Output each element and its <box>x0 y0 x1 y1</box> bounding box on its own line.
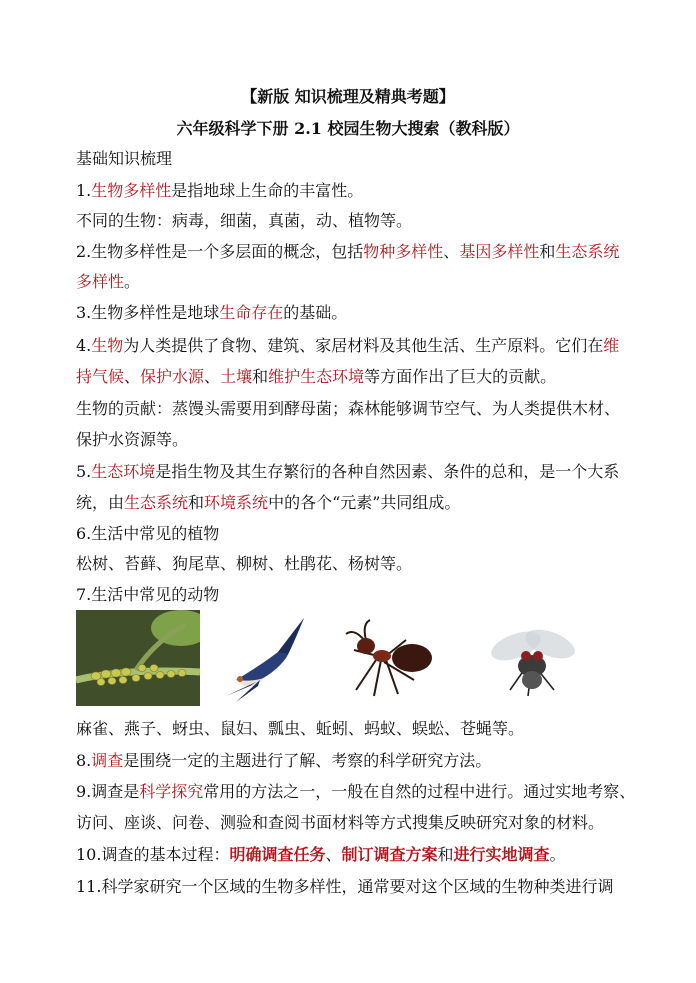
para-2-cont <box>76 269 636 292</box>
highlight: 科学探究 <box>139 782 204 801</box>
text: 10.调查的基本过程： <box>76 845 230 864</box>
highlight: 土壤 <box>220 367 253 386</box>
para-7: 7.生活中常见的动物 <box>76 585 220 604</box>
doc-title: 【新版 知识梳理及精典考题】 <box>241 87 455 106</box>
para-1b: 不同的生物：病毒，细菌，真菌，动、植物等。 <box>76 211 413 230</box>
para-9 <box>76 779 636 802</box>
text: 、 <box>325 845 342 864</box>
text: 统，由 <box>76 493 125 512</box>
text: 常用的方法之一，一般在自然的过程中进行。通过实地考察、 <box>203 782 636 801</box>
para-2 <box>76 239 636 262</box>
highlight: 维护生态环境 <box>268 367 365 386</box>
para-3 <box>76 300 636 323</box>
highlight: 生态系统 <box>124 493 189 512</box>
text: 中的各个“元素”共同组成。 <box>268 493 461 512</box>
text: 等方面作出了巨大的贡献。 <box>364 367 557 386</box>
highlight: 保护水源 <box>140 367 205 386</box>
para-4b-cont: 保护水资源等。 <box>76 430 189 449</box>
text: 和 <box>437 845 454 864</box>
highlight: 持气候 <box>76 367 125 386</box>
para-5 <box>76 459 636 482</box>
highlight: 进行实地调查 <box>453 845 550 864</box>
para-4 <box>76 333 636 356</box>
highlight: 基因多样性 <box>459 242 540 261</box>
para-10 <box>76 842 636 865</box>
text: 和 <box>188 493 205 512</box>
text: 4. <box>76 336 92 355</box>
highlight: 环境系统 <box>204 493 269 512</box>
para-5-cont <box>76 490 636 513</box>
aphid-photo <box>76 610 200 706</box>
highlight: 维 <box>603 336 620 355</box>
text: 。 <box>124 272 141 291</box>
text: 和 <box>539 242 556 261</box>
highlight: 生物多样性 <box>91 181 172 200</box>
para-6b: 松树、苔藓、狗尾草、柳树、杜鹃花、杨树等。 <box>76 554 413 573</box>
text: 5. <box>76 462 92 481</box>
highlight: 明确调查任务 <box>229 845 326 864</box>
para-6: 6.生活中常见的植物 <box>76 524 220 543</box>
text: 2.生物多样性是一个多层面的概念，包括 <box>76 242 364 261</box>
para-1 <box>76 178 636 201</box>
text: 、 <box>443 242 460 261</box>
highlight: 生态系统 <box>555 242 620 261</box>
para-11: 11.科学家研究一个区域的生物多样性，通常要对这个区域的生物种类进行调 <box>76 877 614 896</box>
swallow-photo <box>216 610 316 706</box>
text: 是指生物及其生存繁衍的各种自然因素、条件的总和，是一个大系 <box>155 462 620 481</box>
animal-photos <box>76 610 616 710</box>
highlight: 多样性 <box>76 272 125 291</box>
text: 和 <box>252 367 269 386</box>
text: 是围绕一定的主题进行了解、考察的科学研究方法。 <box>123 751 492 770</box>
para-4b: 生物的贡献：蒸馒头需要用到酵母菌；森林能够调节空气、为人类提供木材、 <box>76 399 621 418</box>
highlight: 调查 <box>91 751 124 770</box>
text: 9.调查是 <box>76 782 140 801</box>
text: 是指地球上生命的丰富性。 <box>171 181 364 200</box>
para-9-cont: 访问、座谈、问卷、测验和查阅书面材料等方式搜集反映研究对象的材料。 <box>76 813 605 832</box>
text: 的基础。 <box>283 303 348 322</box>
text: 3.生物多样性是地球 <box>76 303 220 322</box>
highlight: 生命存在 <box>219 303 284 322</box>
fly-photo <box>476 610 586 706</box>
para-4-cont <box>76 364 636 387</box>
text: 。 <box>549 845 566 864</box>
highlight: 生物 <box>91 336 124 355</box>
text: 、 <box>204 367 221 386</box>
ant-photo <box>336 610 446 706</box>
doc-subtitle: 六年级科学下册 2.1 校园生物大搜索（教科版） <box>176 119 520 138</box>
text: 1. <box>76 181 92 200</box>
para-7b: 麻雀、燕子、蚜虫、鼠妇、瓢虫、蚯蚓、蚂蚁、蜈蚣、苍蝇等。 <box>76 719 525 738</box>
text: 8. <box>76 751 92 770</box>
text: 、 <box>124 367 141 386</box>
para-8 <box>76 748 636 771</box>
highlight: 生态环境 <box>91 462 156 481</box>
section-heading: 基础知识梳理 <box>76 149 173 168</box>
highlight: 制订调查方案 <box>341 845 438 864</box>
text: 为人类提供了食物、建筑、家居材料及其他生活、生产原料。它们在 <box>123 336 604 355</box>
highlight: 物种多样性 <box>363 242 444 261</box>
